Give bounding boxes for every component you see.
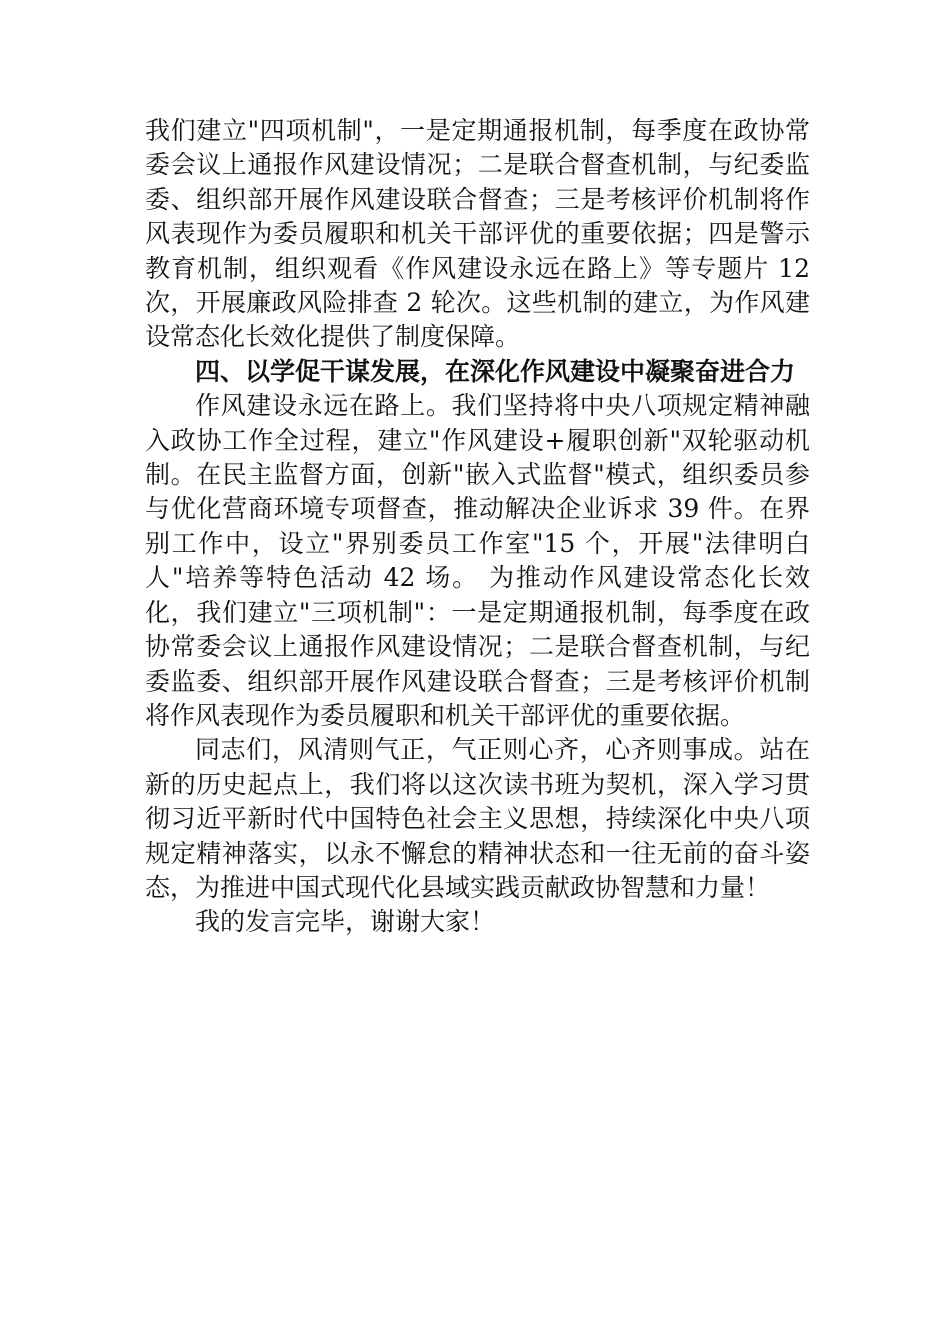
paragraph-four-mechanisms: 我们建立"四项机制"，一是定期通报机制，每季度在政协常委会议上通报作风建设情况；二是联合督查机制，与纪委监委、组织部开展作风建设联合督查；三是考核评价机制将作风表现作为委员履职和机关干部评优的重要依据；四是警示教育机制，组织观看《作风建设永远在路上》等专题片 12 次，开展廉政风险排查 2 轮次。这些机制的建立，为作风建设常态化长效化提供了制度保障。 [145, 116, 810, 352]
paragraph-closing-remarks: 同志们，风清则气正，气正则心齐，心齐则事成。站在新的历史起点上，我们将以这次读书班为契机，深入学习贯彻习近平新时代中国特色社会主义思想，持续深化中央八项规定精神落实，以永不懈怠的精神状态和一往无前的奋斗姿态，为推进中国式现代化县域实践贡献政协智慧和力量！ [145, 735, 810, 902]
document-page [145, 114, 810, 940]
paragraph-thanks: 我的发言完毕，谢谢大家！ [195, 907, 496, 937]
section-heading-four: 四、以学促干谋发展，在深化作风建设中凝聚奋进合力 [195, 356, 796, 386]
paragraph-style-building: 作风建设永远在路上。我们坚持将中央八项规定精神融入政协工作全过程，建立"作风建设+履职创新"双轮驱动机制。在民主监督方面，创新"嵌入式监督"模式，组织委员参与优化营商环境专项督查，推动解决企业诉求 39 件。在界别工作中，设立"界别委员工作室"15 个，开展"法律明白人"培养等特色活动 42 场。 为推动作风建设常态化长效化，我们建立"三项机制"：一是定期通报机制，每季度在政协常委会议上通报作风建设情况；二是联合督查机制，与纪委监委、组织部开展作风建设联合督查；三是考核评价机制将作风表现作为委员履职和机关干部评优的重要依据。 [145, 391, 810, 730]
